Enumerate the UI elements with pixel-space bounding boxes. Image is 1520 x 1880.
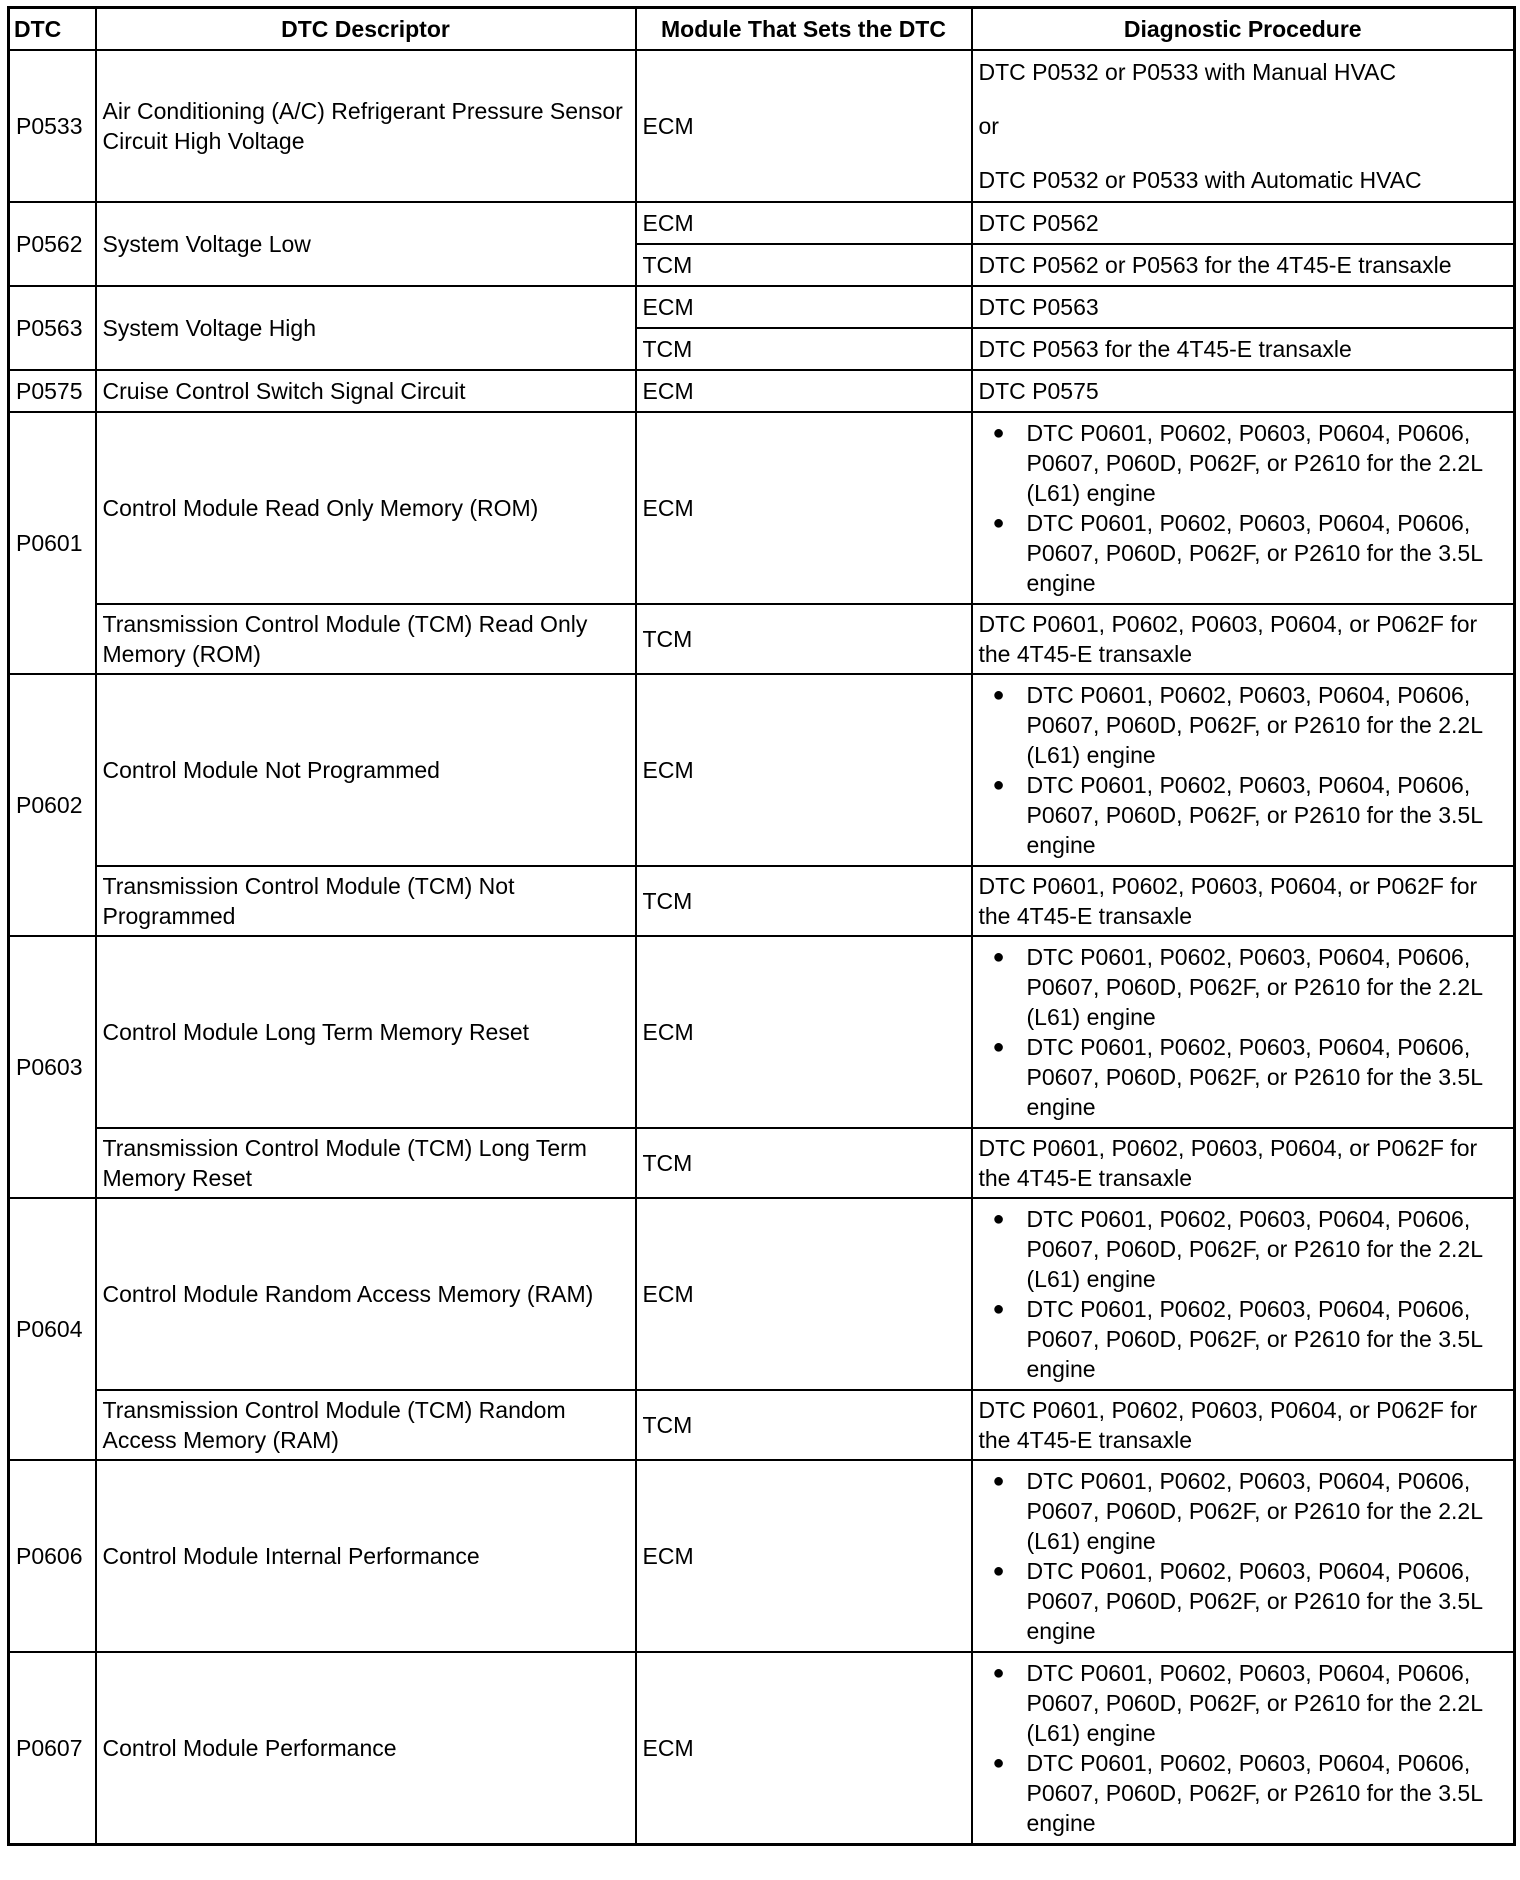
- module-cell: ECM: [636, 674, 972, 866]
- dtc-code: P0607: [9, 1652, 96, 1845]
- procedure-link[interactable]: DTC P0601, P0602, P0603, P0604, or P062F for the 4T45-E transaxle: [972, 1390, 1515, 1460]
- dtc-descriptor: Cruise Control Switch Signal Circuit: [96, 370, 636, 412]
- header-module: Module That Sets the DTC: [636, 8, 972, 51]
- procedure-link[interactable]: DTC P0563: [972, 286, 1515, 328]
- procedure-link[interactable]: DTC P0532 or P0533 with Manual HVAC: [978, 59, 1397, 85]
- procedure-cell: [972, 1198, 1515, 1390]
- procedure-link[interactable]: ● DTC P0601, P0602, P0603, P0604, P0606, P0607, P060D, P062F, or P2610 for the 2.2L (L61) engine: [1027, 680, 1508, 770]
- table-row: [9, 1390, 1515, 1460]
- procedure-list: [979, 418, 1508, 598]
- procedure-list: [979, 942, 1508, 1122]
- module-cell: ECM: [636, 1460, 972, 1652]
- procedure-cell: [972, 1460, 1515, 1652]
- procedure-link[interactable]: DTC P0562: [972, 202, 1515, 244]
- procedure-list: [979, 1658, 1508, 1838]
- table-row: [9, 1652, 1515, 1845]
- dtc-descriptor: Transmission Control Module (TCM) Not Programmed: [96, 866, 636, 936]
- table-row: [9, 1128, 1515, 1198]
- procedure-link[interactable]: ● DTC P0601, P0602, P0603, P0604, P0606, P0607, P060D, P062F, or P2610 for the 2.2L (L61) engine: [1027, 1204, 1508, 1294]
- table-row: [9, 866, 1515, 936]
- dtc-descriptor: System Voltage Low: [96, 202, 636, 286]
- module-cell: TCM: [636, 1128, 972, 1198]
- dtc-code: P0563: [9, 286, 96, 370]
- module-cell: TCM: [636, 1390, 972, 1460]
- dtc-table: [7, 6, 1516, 1846]
- dtc-code: P0562: [9, 202, 96, 286]
- procedure-link[interactable]: DTC P0532 or P0533 with Automatic HVAC: [978, 167, 1422, 193]
- module-cell: TCM: [636, 328, 972, 370]
- procedure-link[interactable]: ● DTC P0601, P0602, P0603, P0604, P0606, P0607, P060D, P062F, or P2610 for the 2.2L (L61) engine: [1027, 418, 1508, 508]
- procedure-link[interactable]: ● DTC P0601, P0602, P0603, P0604, P0606, P0607, P060D, P062F, or P2610 for the 3.5L engine: [1027, 1294, 1508, 1384]
- table-row: [9, 412, 1515, 604]
- header-descriptor: DTC Descriptor: [96, 8, 636, 51]
- procedure-cell: [972, 412, 1515, 604]
- procedure-link[interactable]: ● DTC P0601, P0602, P0603, P0604, P0606, P0607, P060D, P062F, or P2610 for the 3.5L engine: [1027, 1748, 1508, 1838]
- procedure-link[interactable]: ● DTC P0601, P0602, P0603, P0604, P0606, P0607, P060D, P062F, or P2610 for the 3.5L engine: [1027, 1032, 1508, 1122]
- module-cell: TCM: [636, 866, 972, 936]
- table-row: [9, 370, 1515, 412]
- procedure-link[interactable]: ● DTC P0601, P0602, P0603, P0604, P0606, P0607, P060D, P062F, or P2610 for the 2.2L (L61) engine: [1027, 1658, 1508, 1748]
- module-cell: ECM: [636, 1652, 972, 1845]
- dtc-descriptor: Transmission Control Module (TCM) Random Access Memory (RAM): [96, 1390, 636, 1460]
- dtc-descriptor: Transmission Control Module (TCM) Long Term Memory Reset: [96, 1128, 636, 1198]
- module-cell: ECM: [636, 202, 972, 244]
- module-cell: TCM: [636, 244, 972, 286]
- dtc-descriptor: System Voltage High: [96, 286, 636, 370]
- table-row: [9, 1198, 1515, 1390]
- procedure-list: [979, 680, 1508, 860]
- procedure-link[interactable]: ● DTC P0601, P0602, P0603, P0604, P0606, P0607, P060D, P062F, or P2610 for the 3.5L engine: [1027, 508, 1508, 598]
- module-cell: ECM: [636, 936, 972, 1128]
- procedure-link[interactable]: ● DTC P0601, P0602, P0603, P0604, P0606, P0607, P060D, P062F, or P2610 for the 2.2L (L61) engine: [1027, 1466, 1508, 1556]
- dtc-code: P0601: [9, 412, 96, 674]
- header-dtc: DTC: [9, 8, 96, 51]
- dtc-code: P0603: [9, 936, 96, 1198]
- dtc-descriptor: Control Module Read Only Memory (ROM): [96, 412, 636, 604]
- module-cell: ECM: [636, 1198, 972, 1390]
- table-row: [9, 1460, 1515, 1652]
- table-row: [9, 936, 1515, 1128]
- procedure-cell: [972, 936, 1515, 1128]
- procedure-link[interactable]: ● DTC P0601, P0602, P0603, P0604, P0606, P0607, P060D, P062F, or P2610 for the 3.5L engine: [1027, 1556, 1508, 1646]
- table-row: [9, 604, 1515, 674]
- dtc-descriptor: Control Module Internal Performance: [96, 1460, 636, 1652]
- procedure-cell: [972, 674, 1515, 866]
- dtc-code: P0575: [9, 370, 96, 412]
- module-cell: ECM: [636, 286, 972, 328]
- procedure-link[interactable]: DTC P0575: [972, 370, 1515, 412]
- dtc-descriptor: Control Module Random Access Memory (RAM): [96, 1198, 636, 1390]
- table-row: [9, 202, 1515, 244]
- procedure-list: [979, 1466, 1508, 1646]
- dtc-descriptor: Control Module Performance: [96, 1652, 636, 1845]
- procedure-link[interactable]: DTC P0601, P0602, P0603, P0604, or P062F for the 4T45-E transaxle: [972, 866, 1515, 936]
- dtc-code: P0602: [9, 674, 96, 936]
- procedure-link[interactable]: DTC P0601, P0602, P0603, P0604, or P062F for the 4T45-E transaxle: [972, 604, 1515, 674]
- dtc-code: P0533: [9, 50, 96, 202]
- procedure-link[interactable]: ● DTC P0601, P0602, P0603, P0604, P0606, P0607, P060D, P062F, or P2610 for the 3.5L engine: [1027, 770, 1508, 860]
- procedure-link[interactable]: DTC P0601, P0602, P0603, P0604, or P062F for the 4T45-E transaxle: [972, 1128, 1515, 1198]
- table-row: [9, 674, 1515, 866]
- procedure-cell: [972, 50, 1515, 202]
- procedure-or: or: [978, 113, 999, 139]
- header-procedure: Diagnostic Procedure: [972, 8, 1515, 51]
- dtc-descriptor: Transmission Control Module (TCM) Read Only Memory (ROM): [96, 604, 636, 674]
- module-cell: ECM: [636, 370, 972, 412]
- table-row: [9, 50, 1515, 202]
- dtc-code: P0606: [9, 1460, 96, 1652]
- module-cell: ECM: [636, 50, 972, 202]
- procedure-link[interactable]: ● DTC P0601, P0602, P0603, P0604, P0606, P0607, P060D, P062F, or P2610 for the 2.2L (L61) engine: [1027, 942, 1508, 1032]
- module-cell: ECM: [636, 412, 972, 604]
- header-row: [9, 8, 1515, 51]
- dtc-descriptor: Control Module Not Programmed: [96, 674, 636, 866]
- procedure-link[interactable]: DTC P0562 or P0563 for the 4T45-E transaxle: [972, 244, 1515, 286]
- procedure-cell: [972, 1652, 1515, 1845]
- dtc-code: P0604: [9, 1198, 96, 1460]
- dtc-descriptor: Control Module Long Term Memory Reset: [96, 936, 636, 1128]
- procedure-link[interactable]: DTC P0563 for the 4T45-E transaxle: [972, 328, 1515, 370]
- module-cell: TCM: [636, 604, 972, 674]
- dtc-descriptor: Air Conditioning (A/C) Refrigerant Pressure Sensor Circuit High Voltage: [96, 50, 636, 202]
- procedure-list: [979, 1204, 1508, 1384]
- table-row: [9, 286, 1515, 328]
